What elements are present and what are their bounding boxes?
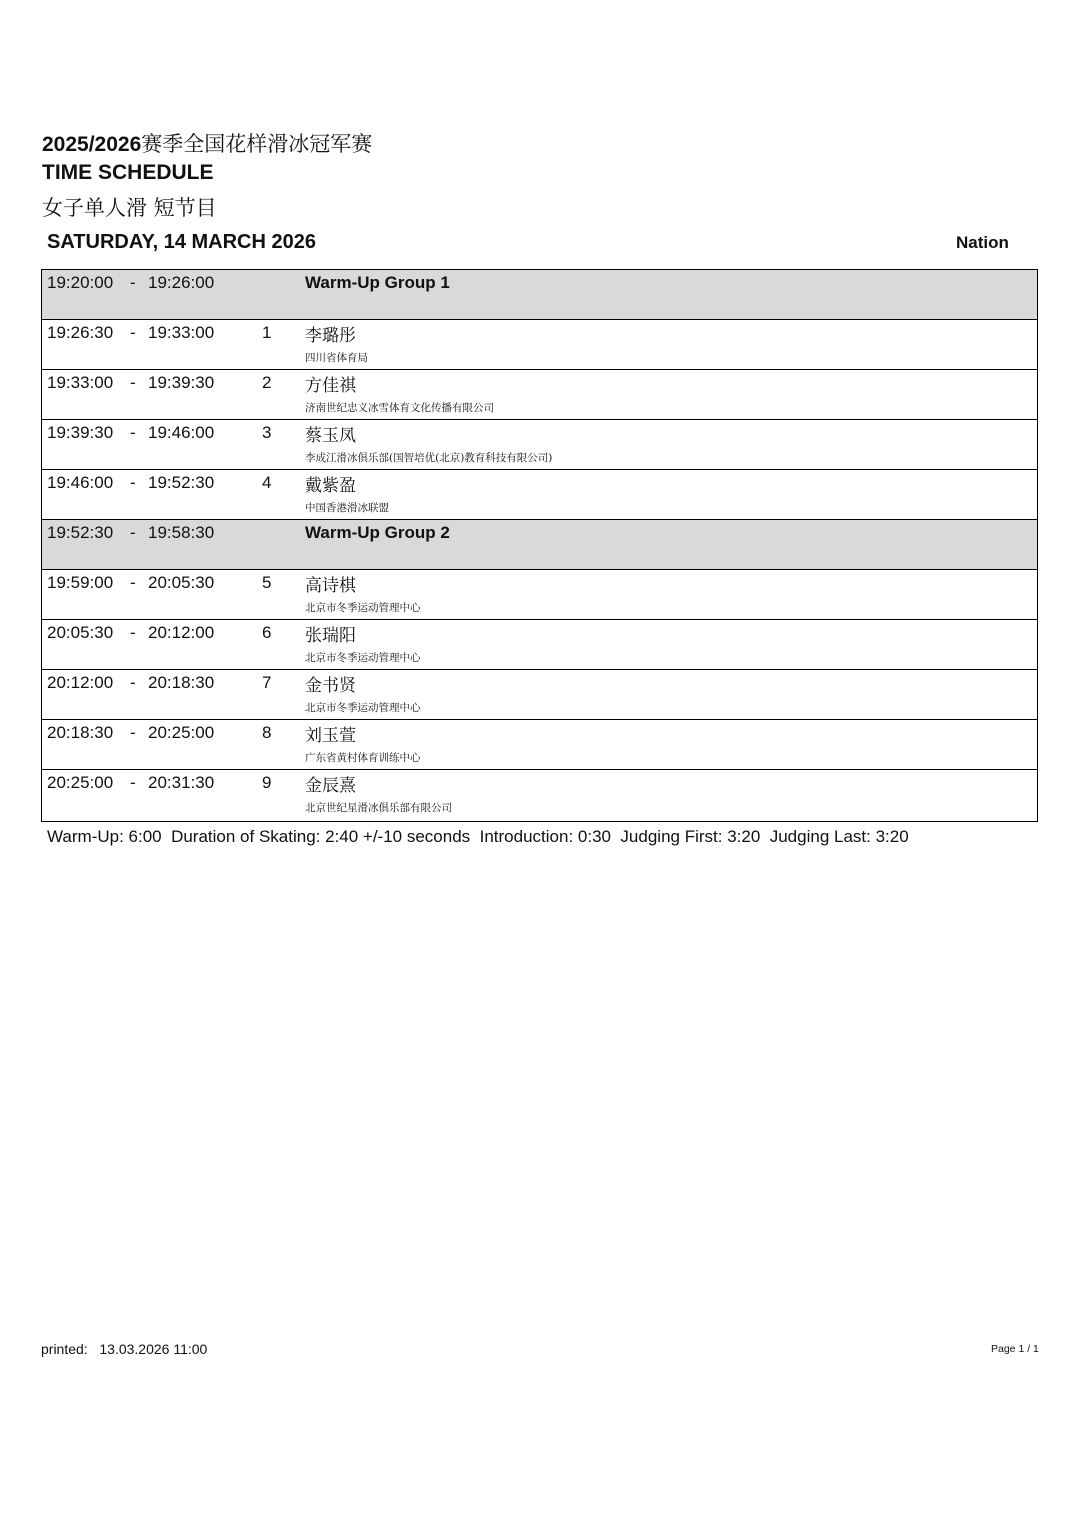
skater-row (42, 370, 1037, 420)
end-time: 19:26:00 (148, 273, 215, 292)
skater-name: 李璐彤 (305, 326, 356, 346)
skater-club: 北京市冬季运动管理中心 (305, 602, 421, 614)
printed-timestamp: printed: 13.03.2026 11:00 (41, 1341, 208, 1357)
skater-club: 北京市冬季运动管理中心 (305, 652, 421, 664)
time-separator: - (130, 273, 136, 292)
start-number: 4 (262, 473, 272, 492)
skater-club: 李成江滑冰俱乐部(国智培优(北京)教育科技有限公司) (305, 452, 553, 464)
warmup-group-label: Warm-Up Group 1 (305, 273, 450, 292)
time-separator: - (130, 573, 136, 592)
start-time: 20:05:30 (47, 623, 114, 642)
skater-club: 济南世纪忠义冰雪体育文化传播有限公司 (305, 402, 494, 414)
time-separator: - (130, 673, 136, 692)
skater-row (42, 720, 1037, 770)
end-time: 19:46:00 (148, 423, 215, 442)
competition-name: 赛季全国花样滑冰冠军赛 (141, 133, 373, 156)
warmup-group-label: Warm-Up Group 2 (305, 523, 450, 542)
start-time: 19:39:30 (47, 423, 114, 442)
end-time: 20:18:30 (148, 673, 215, 692)
start-time: 19:20:00 (47, 273, 114, 292)
time-separator: - (130, 473, 136, 492)
start-time: 19:26:30 (47, 323, 114, 342)
skater-name: 蔡玉凤 (305, 426, 356, 446)
end-time: 20:05:30 (148, 573, 215, 592)
skater-row (42, 620, 1037, 670)
start-number: 7 (262, 673, 272, 692)
skater-club: 北京世纪星滑冰俱乐部有限公司 (305, 802, 452, 814)
skater-row (42, 470, 1037, 520)
skater-name: 方佳祺 (305, 376, 356, 396)
skater-name: 戴紫盈 (305, 476, 356, 496)
start-number: 3 (262, 423, 272, 442)
skater-club: 广东省黄村体育训练中心 (305, 752, 421, 764)
skater-row (42, 770, 1037, 821)
schedule-title: TIME SCHEDULE (42, 161, 214, 184)
start-number: 1 (262, 323, 272, 342)
start-time: 19:33:00 (47, 373, 114, 392)
skater-row (42, 320, 1037, 370)
timing-info: Warm-Up: 6:00 Duration of Skating: 2:40 +/-10 seconds Introduction: 0:30 Judging First: 3:20 Judging Last: 3:20 (47, 827, 909, 846)
start-number: 9 (262, 773, 272, 792)
end-time: 20:12:00 (148, 623, 215, 642)
start-number: 6 (262, 623, 272, 642)
time-separator: - (130, 723, 136, 742)
skater-row (42, 420, 1037, 470)
time-separator: - (130, 373, 136, 392)
season-label: 2025/2026 (42, 133, 142, 156)
start-number: 8 (262, 723, 272, 742)
end-time: 20:25:00 (148, 723, 215, 742)
skater-row (42, 670, 1037, 720)
time-separator: - (130, 423, 136, 442)
page-number: Page 1 / 1 (991, 1343, 1039, 1355)
start-time: 19:59:00 (47, 573, 114, 592)
time-separator: - (130, 523, 136, 542)
skater-club: 中国香港滑冰联盟 (305, 502, 389, 514)
skater-club: 四川省体育局 (305, 352, 368, 364)
skater-club: 北京市冬季运动管理中心 (305, 702, 421, 714)
nation-column-header: Nation (956, 233, 1009, 252)
start-time: 20:25:00 (47, 773, 114, 792)
end-time: 19:58:30 (148, 523, 215, 542)
warmup-row (42, 520, 1037, 570)
skater-name: 张瑞阳 (305, 626, 356, 646)
skater-name: 金辰熹 (305, 776, 356, 796)
event-title: 女子单人滑 短节目 (42, 196, 217, 220)
time-separator: - (130, 623, 136, 642)
end-time: 19:33:00 (148, 323, 215, 342)
skater-name: 高诗棋 (305, 576, 356, 596)
time-separator: - (130, 323, 136, 342)
start-number: 2 (262, 373, 272, 392)
end-time: 20:31:30 (148, 773, 215, 792)
end-time: 19:39:30 (148, 373, 215, 392)
warmup-row (42, 270, 1037, 320)
schedule-table (41, 269, 1038, 822)
end-time: 19:52:30 (148, 473, 215, 492)
start-time: 20:18:30 (47, 723, 114, 742)
skater-name: 金书贤 (305, 676, 356, 696)
start-time: 19:52:30 (47, 523, 114, 542)
start-time: 20:12:00 (47, 673, 114, 692)
start-number: 5 (262, 573, 272, 592)
competition-title (42, 128, 372, 158)
schedule-date: SATURDAY, 14 MARCH 2026 (47, 231, 316, 253)
skater-row (42, 570, 1037, 620)
start-time: 19:46:00 (47, 473, 114, 492)
skater-name: 刘玉萱 (305, 726, 356, 746)
time-separator: - (130, 773, 136, 792)
